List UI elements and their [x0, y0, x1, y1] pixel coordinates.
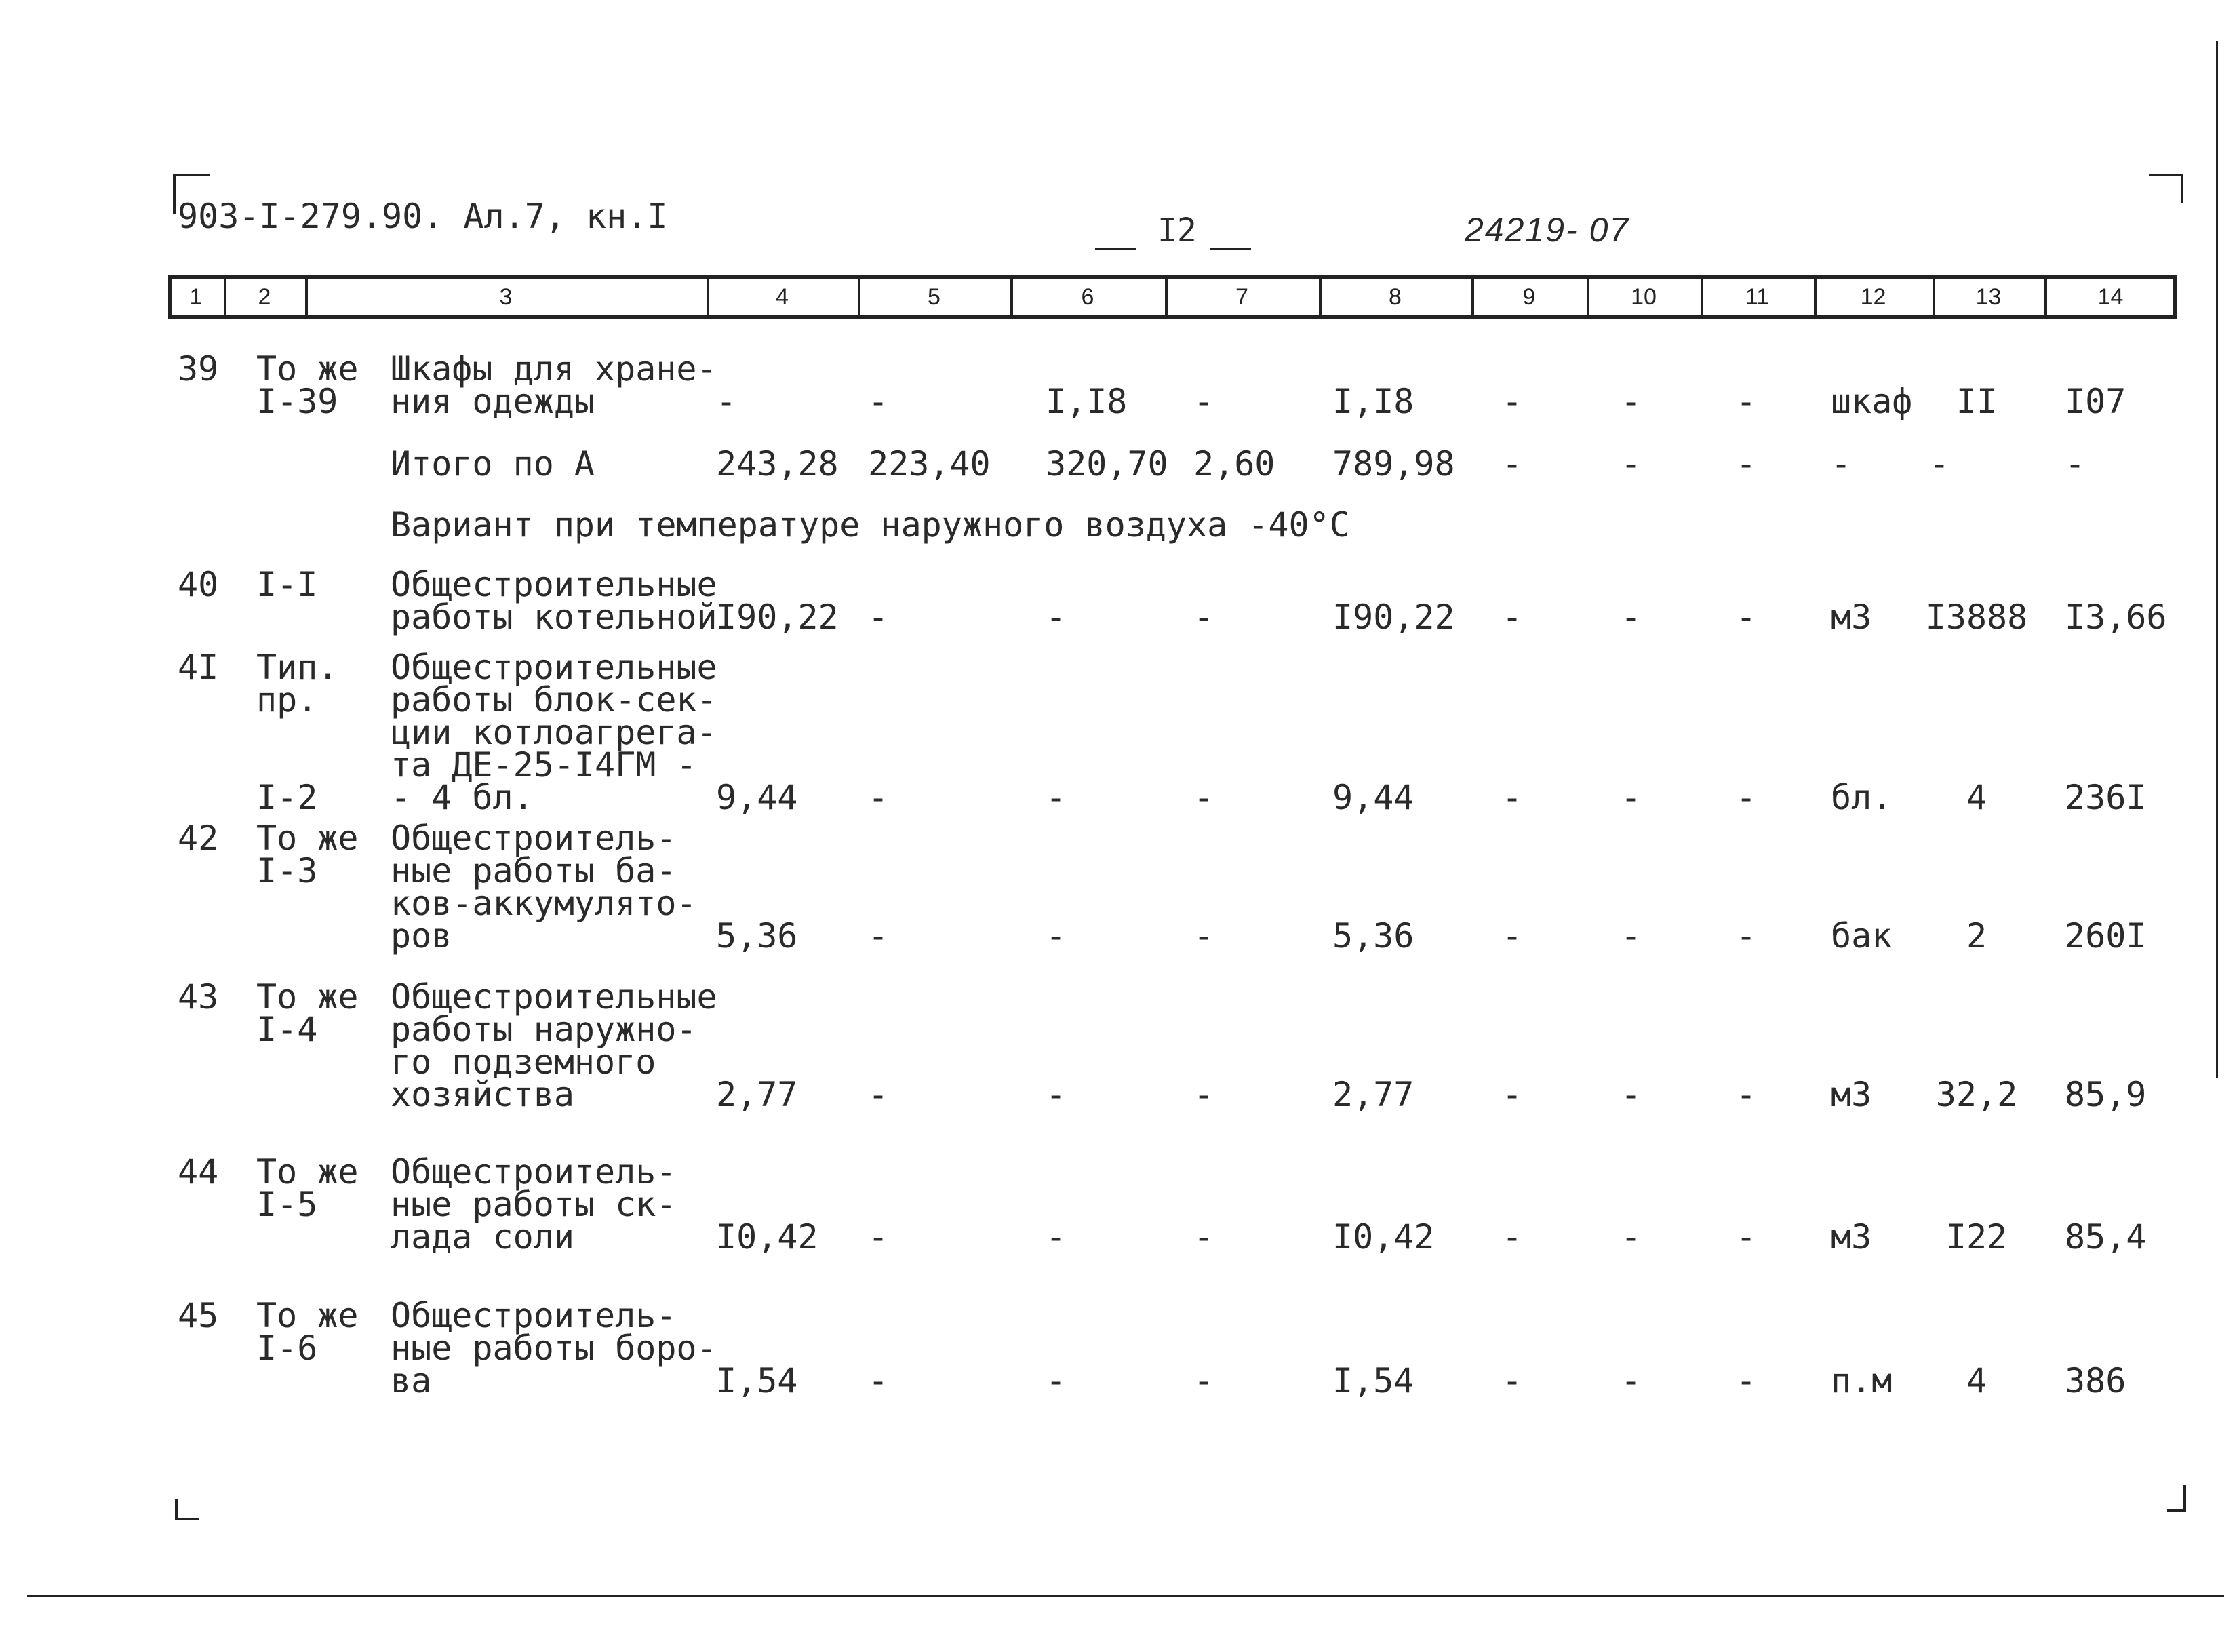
column-divider — [224, 279, 226, 315]
cell-c11: - — [1736, 778, 1757, 817]
cell-c13: 2 — [1966, 916, 1987, 956]
column-divider — [1010, 279, 1013, 315]
column-divider — [1933, 279, 1935, 315]
cell-c10: - — [1621, 1217, 1642, 1257]
cell-c5: - — [868, 778, 889, 817]
cell-c14: 236I — [2065, 778, 2147, 817]
corner-mark-bottom-right-v — [2183, 1485, 2186, 1511]
column-number: 7 — [1235, 284, 1248, 310]
page-number-dash-left — [1095, 248, 1136, 250]
column-number: 10 — [1631, 284, 1657, 310]
cell-c14: I07 — [2065, 382, 2126, 421]
cell-c14: 260I — [2065, 916, 2147, 956]
scan-edge-bottom — [27, 1595, 2224, 1597]
cell-no: 44 — [178, 1152, 219, 1192]
cell-c8: I0,42 — [1332, 1217, 1435, 1257]
cell-c13: - — [1929, 444, 1950, 484]
cell-c7: - — [1193, 382, 1214, 421]
page-number-dash-right — [1210, 248, 1251, 250]
table-row — [0, 977, 2239, 1157]
cell-name: Шкафы для хране- ния одежды — [391, 349, 717, 421]
cell-c9: - — [1502, 1361, 1523, 1400]
cell-c4: I90,22 — [716, 597, 839, 637]
corner-mark-top-right-h — [2149, 174, 2183, 176]
cell-c12: п.м — [1831, 1361, 1893, 1400]
cell-no: 39 — [178, 349, 219, 389]
cell-ref: I-I — [256, 565, 318, 604]
cell-c6: - — [1046, 1075, 1067, 1114]
cell-c12: м3 — [1831, 597, 1872, 637]
cell-c4: 9,44 — [716, 778, 798, 817]
cell-c5: - — [868, 1361, 889, 1400]
cell-c9: - — [1502, 444, 1523, 484]
column-number: 2 — [258, 284, 271, 310]
cell-c13: 4 — [1966, 1361, 1987, 1400]
cell-c8: I,54 — [1332, 1361, 1414, 1400]
cell-c7: - — [1193, 778, 1214, 817]
cell-c6: I,I8 — [1046, 382, 1128, 421]
cell-no: 4I — [178, 648, 219, 687]
cell-c12: - — [1831, 444, 1852, 484]
cell-c9: - — [1502, 1217, 1523, 1257]
cell-c14: 85,9 — [2065, 1075, 2147, 1114]
cell-c8: 2,77 — [1332, 1075, 1414, 1114]
cell-c10: - — [1621, 916, 1642, 956]
cell-c4: 5,36 — [716, 916, 798, 956]
corner-mark-top-left-h — [173, 174, 210, 176]
cell-c8: 789,98 — [1332, 444, 1455, 484]
cell-c9: - — [1502, 916, 1523, 956]
cell-c12: бл. — [1831, 778, 1893, 817]
column-divider — [1471, 279, 1474, 315]
cell-c13: 32,2 — [1935, 1075, 2018, 1114]
cell-c7: 2,60 — [1193, 444, 1275, 484]
cell-c5: 223,40 — [868, 444, 991, 484]
column-number-header — [168, 275, 2177, 319]
cell-c7: - — [1193, 597, 1214, 637]
cell-name: Общестроитель- ные работы боро- ва — [391, 1296, 717, 1400]
column-number: 6 — [1081, 284, 1094, 310]
column-divider — [305, 279, 308, 315]
cell-c6: - — [1046, 1361, 1067, 1400]
cell-c9: - — [1502, 1075, 1523, 1114]
cell-c13: II — [1956, 382, 1998, 421]
cell-ref: То же I-6 — [256, 1296, 359, 1368]
cell-c12: бак — [1831, 916, 1893, 956]
archive-stamp-number: 24219- 07 — [1465, 211, 1630, 249]
cell-c5: - — [868, 382, 889, 421]
cell-name: Общестроитель- ные работы ба- ков-аккумулято- ров — [391, 819, 697, 956]
cell-c9: - — [1502, 597, 1523, 637]
cell-c7: - — [1193, 1361, 1214, 1400]
cell-c8: I,I8 — [1332, 382, 1414, 421]
cell-ref: То же I-3 — [256, 819, 359, 890]
cell-c7: - — [1193, 916, 1214, 956]
cell-name: Общестроительные работы наружно- го подземного хозяйства — [391, 977, 717, 1114]
cell-c4: - — [716, 382, 737, 421]
cell-c14: - — [2065, 444, 2086, 484]
corner-mark-bottom-right-h — [2167, 1509, 2186, 1512]
cell-c6: - — [1046, 916, 1067, 956]
cell-c6: 320,70 — [1046, 444, 1168, 484]
cell-c7: - — [1193, 1217, 1214, 1257]
cell-name: Общестроитель- ные работы ск- лада соли — [391, 1152, 677, 1257]
cell-ref: То же I-39 — [256, 349, 359, 421]
cell-ref: Тип. пр. I-2 — [256, 648, 338, 817]
cell-c12: шкаф — [1831, 382, 1913, 421]
corner-mark-top-left-v — [173, 174, 176, 214]
cell-c10: - — [1621, 1361, 1642, 1400]
cell-c6: - — [1046, 1217, 1067, 1257]
cell-c13: I22 — [1945, 1217, 2008, 1257]
table-row — [0, 1296, 2239, 1476]
cell-c11: - — [1736, 597, 1757, 637]
document-code: 903-I-279.90. Ал.7, кн.I — [178, 197, 668, 236]
cell-c11: - — [1736, 1361, 1757, 1400]
cell-c10: - — [1621, 1075, 1642, 1114]
cell-c7: - — [1193, 1075, 1214, 1114]
cell-no: 40 — [178, 565, 219, 604]
cell-c14: 386 — [2065, 1361, 2126, 1400]
cell-c4: I,54 — [716, 1361, 798, 1400]
cell-no: 42 — [178, 819, 219, 858]
cell-name: Итого по А — [391, 444, 595, 484]
column-divider — [2044, 279, 2047, 315]
column-divider — [1165, 279, 1168, 315]
cell-c9: - — [1502, 382, 1523, 421]
column-number: 5 — [928, 284, 940, 310]
cell-c4: 243,28 — [716, 444, 839, 484]
column-number: 9 — [1522, 284, 1536, 310]
column-number: 8 — [1389, 284, 1402, 310]
cell-ref: То же I-5 — [256, 1152, 359, 1224]
cell-no: 45 — [178, 1296, 219, 1335]
corner-mark-bottom-left-h — [175, 1518, 199, 1520]
table-row — [0, 819, 2239, 998]
cell-c8: 5,36 — [1332, 916, 1414, 956]
cell-c5: - — [868, 916, 889, 956]
column-divider — [1319, 279, 1322, 315]
column-number: 12 — [1860, 284, 1886, 310]
cell-c8: I90,22 — [1332, 597, 1455, 637]
cell-c6: - — [1046, 597, 1067, 637]
cell-c4: I0,42 — [716, 1217, 818, 1257]
cell-c12: м3 — [1831, 1217, 1872, 1257]
cell-c5: - — [868, 1217, 889, 1257]
cell-c5: - — [868, 1075, 889, 1114]
corner-mark-top-right-v — [2181, 174, 2183, 203]
cell-no: 43 — [178, 977, 219, 1017]
cell-c14: 85,4 — [2065, 1217, 2147, 1257]
table-row — [0, 648, 2239, 827]
cell-name: Общестроительные работы блок-сек- ции котлоагрега- та ДЕ-25-I4ГМ - - 4 бл. — [391, 648, 717, 817]
cell-c13: I3888 — [1925, 597, 2028, 637]
cell-c4: 2,77 — [716, 1075, 798, 1114]
cell-c11: - — [1736, 1075, 1757, 1114]
cell-name: Общестроительные работы котельной — [391, 565, 717, 637]
cell-c11: - — [1736, 444, 1757, 484]
cell-c8: 9,44 — [1332, 778, 1414, 817]
column-number: 11 — [1745, 284, 1770, 310]
cell-ref: То же I-4 — [256, 977, 359, 1049]
cell-c11: - — [1736, 1217, 1757, 1257]
cell-c11: - — [1736, 916, 1757, 956]
cell-c10: - — [1621, 778, 1642, 817]
column-number: 4 — [776, 284, 789, 310]
cell-c13: 4 — [1966, 778, 1987, 817]
column-divider — [1587, 279, 1589, 315]
column-number: 13 — [1975, 284, 2002, 310]
cell-c10: - — [1621, 444, 1642, 484]
column-number: 3 — [499, 284, 513, 310]
cell-c12: м3 — [1831, 1075, 1872, 1114]
cell-name: Вариант при температуре наружного воздуха -40°С — [391, 505, 1350, 545]
column-number: 1 — [189, 284, 203, 310]
cell-c14: I3,66 — [2065, 597, 2167, 637]
column-number: 14 — [2097, 284, 2124, 310]
cell-c11: - — [1736, 382, 1757, 421]
column-divider — [707, 279, 709, 315]
column-divider — [858, 279, 860, 315]
cell-c6: - — [1046, 778, 1067, 817]
cell-c10: - — [1621, 597, 1642, 637]
cell-c10: - — [1621, 382, 1642, 421]
cell-c5: - — [868, 597, 889, 637]
cell-c9: - — [1502, 778, 1523, 817]
page-number: I2 — [1157, 212, 1197, 250]
column-divider — [1701, 279, 1703, 315]
column-divider — [1814, 279, 1817, 315]
